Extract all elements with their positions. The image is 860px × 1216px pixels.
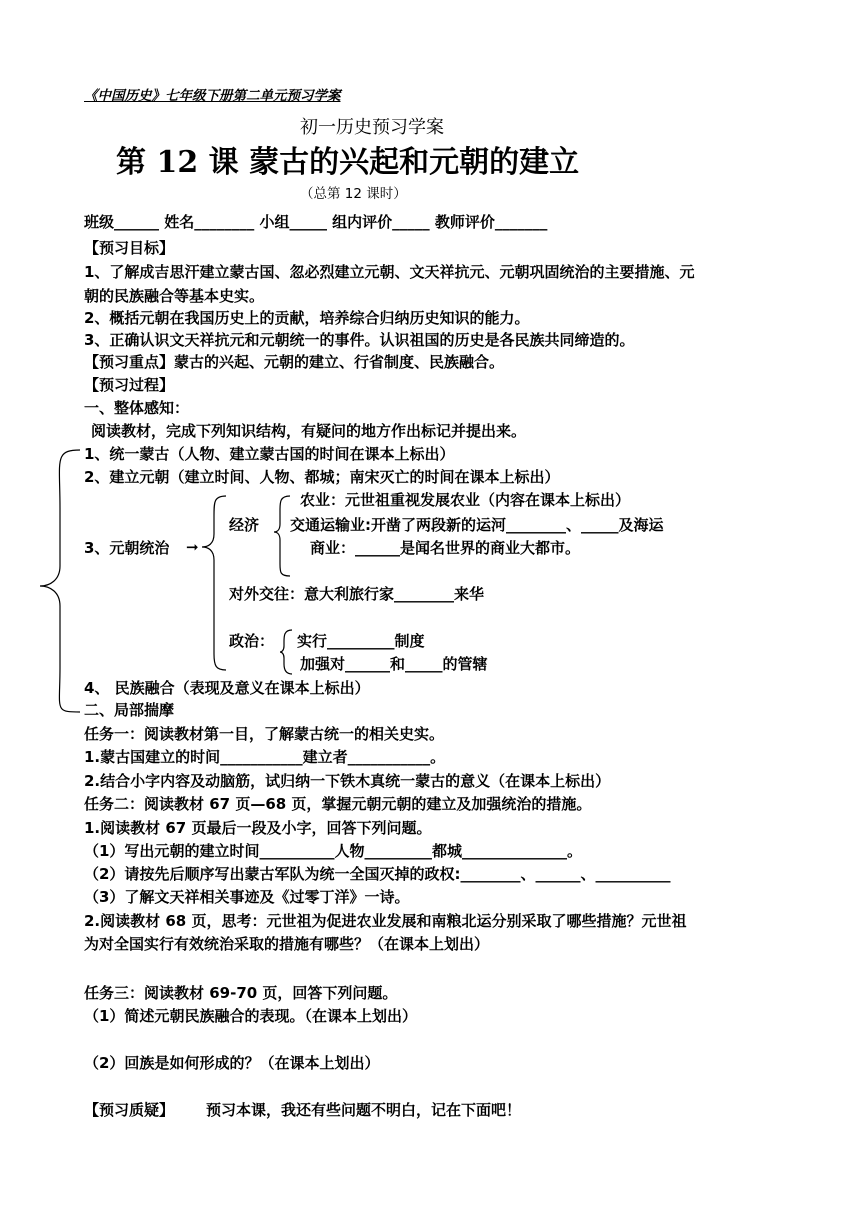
- header-line: 《中国历史》七年级下册第二单元预习学案: [84, 88, 341, 104]
- task2: 任务二：阅读教材 67 页—68 页，掌握元朝元朝的建立及加强统治的措施。: [84, 795, 592, 813]
- economy-commerce: 商业：______是闻名世界的商业大都市。: [310, 539, 581, 557]
- task1-question-2: 2.结合小字内容及动脑筋，试归纳一下铁木真统一蒙古的意义（在课本上标出）: [84, 772, 611, 790]
- economy-transport: 交通运输业:开凿了两段新的运河________、_____及海运: [290, 516, 664, 534]
- overview-item-4: 4、 民族融合（表现及意义在课本上标出）: [84, 679, 370, 697]
- goal-item-3: 3、正确认识文天祥抗元和元朝统一的事件。认识祖国的历史是各民族共同缔造的。: [84, 331, 635, 349]
- key-points: 【预习重点】蒙古的兴起、元朝的建立、行省制度、民族融合。: [84, 353, 505, 371]
- goal-item-2: 2、概括元朝在我国历史上的贡献，培养综合归纳历史知识的能力。: [84, 309, 530, 327]
- politics-brace: [278, 628, 298, 676]
- task3-question-1: （1）简述元朝民族融合的表现。（在课本上划出）: [84, 1007, 417, 1025]
- task2-question-1-1: （1）写出元朝的建立时间__________人物_________都城______________。: [84, 842, 582, 860]
- foreign-relations: 对外交往：意大利旅行家________来华: [229, 585, 485, 603]
- task2-question-2b: 为对全国实行有效统治采取的措施有哪些？（在课本上划出）: [84, 935, 490, 953]
- questions-text: 预习本课，我还有些问题不明白，记在下面吧！: [206, 1101, 522, 1119]
- questions-heading: 【预习质疑】: [84, 1101, 175, 1119]
- arrow-icon: ➞: [186, 538, 199, 556]
- goals-heading: 【预习目标】: [84, 239, 175, 257]
- task1: 任务一：阅读教材第一目，了解蒙古统一的相关史实。: [84, 725, 445, 743]
- task3-question-2: （2）回族是如何形成的？（在课本上划出）: [84, 1054, 380, 1072]
- overview-item-2: 2、建立元朝（建立时间、人物、都城；南宋灭亡的时间在课本上标出）: [84, 468, 560, 486]
- process-heading: 【预习过程】: [84, 376, 175, 394]
- task2-question-1-3: （3）了解文天祥相关事迹及《过零丁洋》一诗。: [84, 888, 410, 906]
- overview-item-3: 3、元朝统治: [84, 539, 170, 557]
- economy-brace: [272, 494, 292, 578]
- outer-brace: [36, 448, 82, 716]
- goal-item-1b: 朝的民族融合等基本史实。: [84, 287, 265, 305]
- task2-question-1: 1.阅读教材 67 页最后一段及小字，回答下列问题。: [84, 819, 432, 837]
- goal-item-1a: 1、了解成吉思汗建立蒙古国、忽必烈建立元朝、文天祥抗元、元朝巩固统治的主要措施、元: [84, 263, 695, 281]
- politics-label: 政治：: [229, 632, 275, 650]
- period-note: （总第 12 课时）: [300, 186, 407, 202]
- detail-heading: 二、局部揣摩: [84, 701, 175, 719]
- task1-question-1: 1.蒙古国建立的时间___________建立者___________。: [84, 748, 446, 766]
- overview-instruction: 阅读教材，完成下列知识结构，有疑问的地方作出标记并提出来。: [91, 422, 527, 440]
- info-row: 班级______ 姓名________ 小组_____ 组内评价_____ 教师评价_______: [84, 213, 548, 231]
- document-subtitle: 初一历史预习学案: [300, 117, 444, 138]
- economy-agriculture: 农业：元世祖重视发展农业（内容在课本上标出）: [300, 491, 631, 509]
- task2-question-2a: 2.阅读教材 68 页，思考：元世祖为促进农业发展和南粮北运分别采取了哪些措施？元世祖: [84, 912, 687, 930]
- task2-question-1-2: （2）请按先后顺序写出蒙古军队为统一全国灭掉的政权:________、______、__________: [84, 865, 671, 883]
- politics-item-1: 实行_________制度: [297, 632, 425, 650]
- overview-heading: 一、整体感知：: [84, 399, 190, 417]
- lesson-title: 第 12 课 蒙古的兴起和元朝的建立: [116, 145, 580, 180]
- politics-item-2: 加强对______和_____的管辖: [300, 655, 488, 673]
- task3: 任务三：阅读教材 69-70 页，回答下列问题。: [84, 984, 398, 1002]
- economy-label: 经济: [229, 516, 260, 534]
- rule-brace: [198, 494, 228, 674]
- overview-item-1: 1、统一蒙古（人物、建立蒙古国的时间在课本上标出）: [84, 445, 455, 463]
